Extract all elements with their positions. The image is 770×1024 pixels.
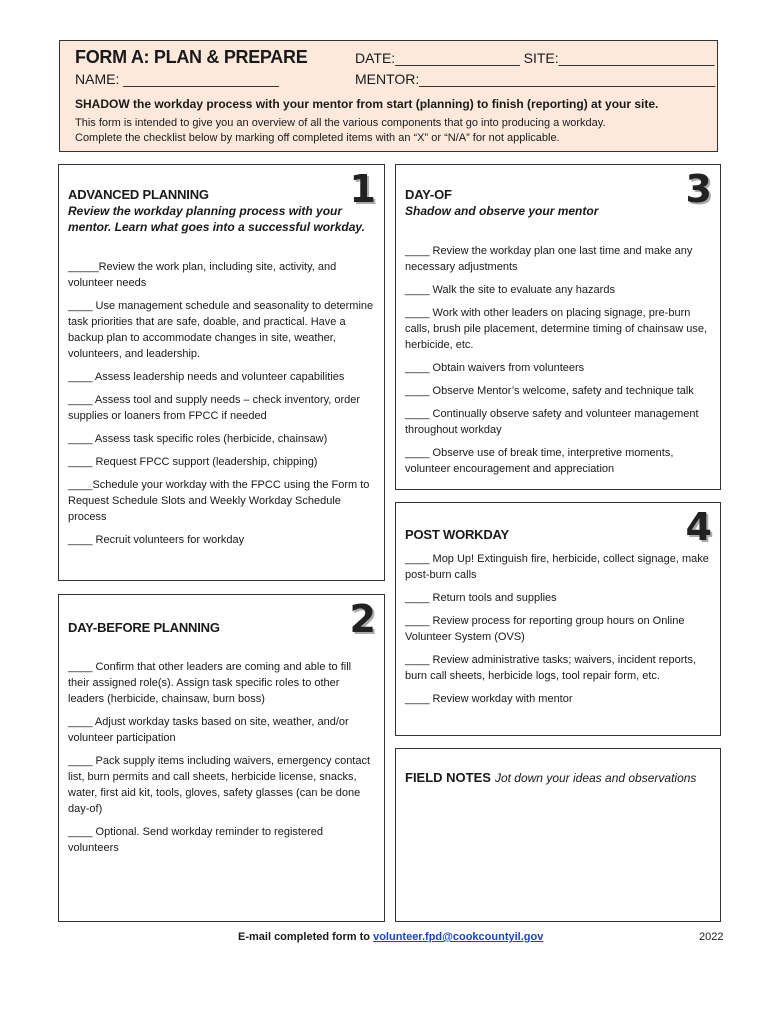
- checklist: [68, 659, 374, 863]
- checklist-item[interactable]: ____ Review workday with mentor: [405, 693, 573, 705]
- checklist-item[interactable]: ____ Return tools and supplies: [405, 592, 557, 604]
- checklist-item[interactable]: ____ Use management schedule and seasonality to determine task priorities that are safe, doable, and practical. Have a backup plan to accommodate changes in site, weather, volunteers, and leadership.: [68, 300, 374, 360]
- checklist-item[interactable]: _____Review the work plan, including site, activity, and volunteer needs: [68, 261, 337, 289]
- checklist: [405, 243, 710, 484]
- form-intro: [75, 116, 705, 146]
- section-number: 2: [349, 597, 376, 641]
- form-title: FORM A: PLAN & PREPARE: [75, 47, 308, 67]
- section-post-workday: [395, 502, 721, 736]
- section-title: ADVANCED PLANNING: [68, 187, 209, 202]
- section-number: 1: [349, 167, 376, 211]
- checklist: [405, 551, 710, 714]
- section-title: POST WORKDAY: [405, 527, 510, 542]
- section-day-of: [395, 164, 721, 490]
- date-site-field[interactable]: DATE:________________ SITE:____________________: [355, 50, 715, 66]
- checklist-item[interactable]: ____Schedule your workday with the FPCC using the Form to Request Schedule Slots and Weekly Workday Schedule process: [68, 479, 370, 523]
- email-link[interactable]: volunteer.fpd@cookcountyil.gov: [373, 931, 544, 943]
- checklist-item[interactable]: ____ Continually observe safety and volunteer management throughout workday: [405, 408, 699, 436]
- footer-prefix: E-mail completed form to: [238, 931, 374, 943]
- checklist-item[interactable]: ____ Confirm that other leaders are coming and able to fill their assigned role(s). Assign task specific roles to other leaders (herbicide, chainsaw, burn boss): [68, 661, 352, 705]
- shadow-instruction: SHADOW the workday process with your mentor from start (planning) to finish (reporting) at your site.: [75, 97, 659, 111]
- section-advanced-planning: [58, 164, 385, 581]
- checklist-item[interactable]: ____ Review process for reporting group hours on Online Volunteer System (OVS): [405, 615, 685, 643]
- name-field[interactable]: NAME: ____________________: [75, 71, 279, 87]
- checklist-item[interactable]: ____ Assess tool and supply needs – check inventory, order supplies or loaners from FPCC if needed: [68, 394, 361, 422]
- checklist-item[interactable]: ____ Observe use of break time, interpretive moments, volunteer encouragement and appreciation: [405, 447, 674, 475]
- checklist-item[interactable]: ____ Mop Up! Extinguish fire, herbicide, collect signage, make post-burn calls: [405, 553, 709, 581]
- checklist-item[interactable]: ____ Walk the site to evaluate any hazards: [405, 284, 615, 296]
- section-title: DAY-BEFORE PLANNING: [68, 620, 220, 635]
- section-number: 3: [685, 167, 712, 211]
- form-header: [59, 40, 718, 152]
- section-title: DAY-OF: [405, 187, 452, 202]
- section-number: 4: [685, 505, 712, 549]
- checklist-item[interactable]: ____ Pack supply items including waivers, emergency contact list, burn permits and call sheets, herbicide license, snacks, water, first aid kit, tools, gloves, safety glasses (can be done day-of): [68, 755, 371, 815]
- checklist-item[interactable]: ____ Work with other leaders on placing signage, pre-burn calls, brush pile placement, determine timing of chainsaw use, herbicide, etc.: [405, 307, 708, 351]
- form-year: 2022: [699, 931, 724, 943]
- checklist-item[interactable]: ____ Assess leadership needs and volunteer capabilities: [68, 371, 345, 383]
- field-notes-title: FIELD NOTES: [405, 770, 491, 785]
- checklist-item[interactable]: ____ Recruit volunteers for workday: [68, 534, 245, 546]
- intro-line: This form is intended to give you an overview of all the various components that go into producing a workday.: [75, 117, 606, 129]
- checklist-item[interactable]: ____ Optional. Send workday reminder to registered volunteers: [68, 826, 323, 854]
- section-field-notes[interactable]: [395, 748, 721, 922]
- section-subtitle: Shadow and observe your mentor: [405, 204, 599, 218]
- checklist: [68, 259, 374, 555]
- section-subtitle: Review the workday planning process with your mentor. Learn what goes into a successful workday.: [68, 204, 365, 234]
- checklist-item[interactable]: ____ Review the workday plan one last time and make any necessary adjustments: [405, 245, 693, 273]
- field-notes-heading: [405, 770, 696, 785]
- checklist-item[interactable]: ____ Assess task specific roles (herbicide, chainsaw): [68, 433, 328, 445]
- intro-line: Complete the checklist below by marking off completed items with an “X” or “N/A” for not applicable.: [75, 132, 560, 144]
- checklist-item[interactable]: ____ Review administrative tasks; waivers, incident reports, burn call sheets, herbicide logs, tool repair form, etc.: [405, 654, 697, 682]
- checklist-item[interactable]: ____ Obtain waivers from volunteers: [405, 362, 585, 374]
- section-day-before-planning: [58, 594, 385, 922]
- checklist-item[interactable]: ____ Observe Mentor’s welcome, safety and technique talk: [405, 385, 694, 397]
- field-notes-subtitle: Jot down your ideas and observations: [494, 771, 697, 785]
- footer: [238, 931, 543, 943]
- checklist-item[interactable]: ____ Request FPCC support (leadership, chipping): [68, 456, 318, 468]
- mentor-field[interactable]: MENTOR:______________________________________: [355, 71, 716, 87]
- checklist-item[interactable]: ____ Adjust workday tasks based on site, weather, and/or volunteer participation: [68, 716, 349, 744]
